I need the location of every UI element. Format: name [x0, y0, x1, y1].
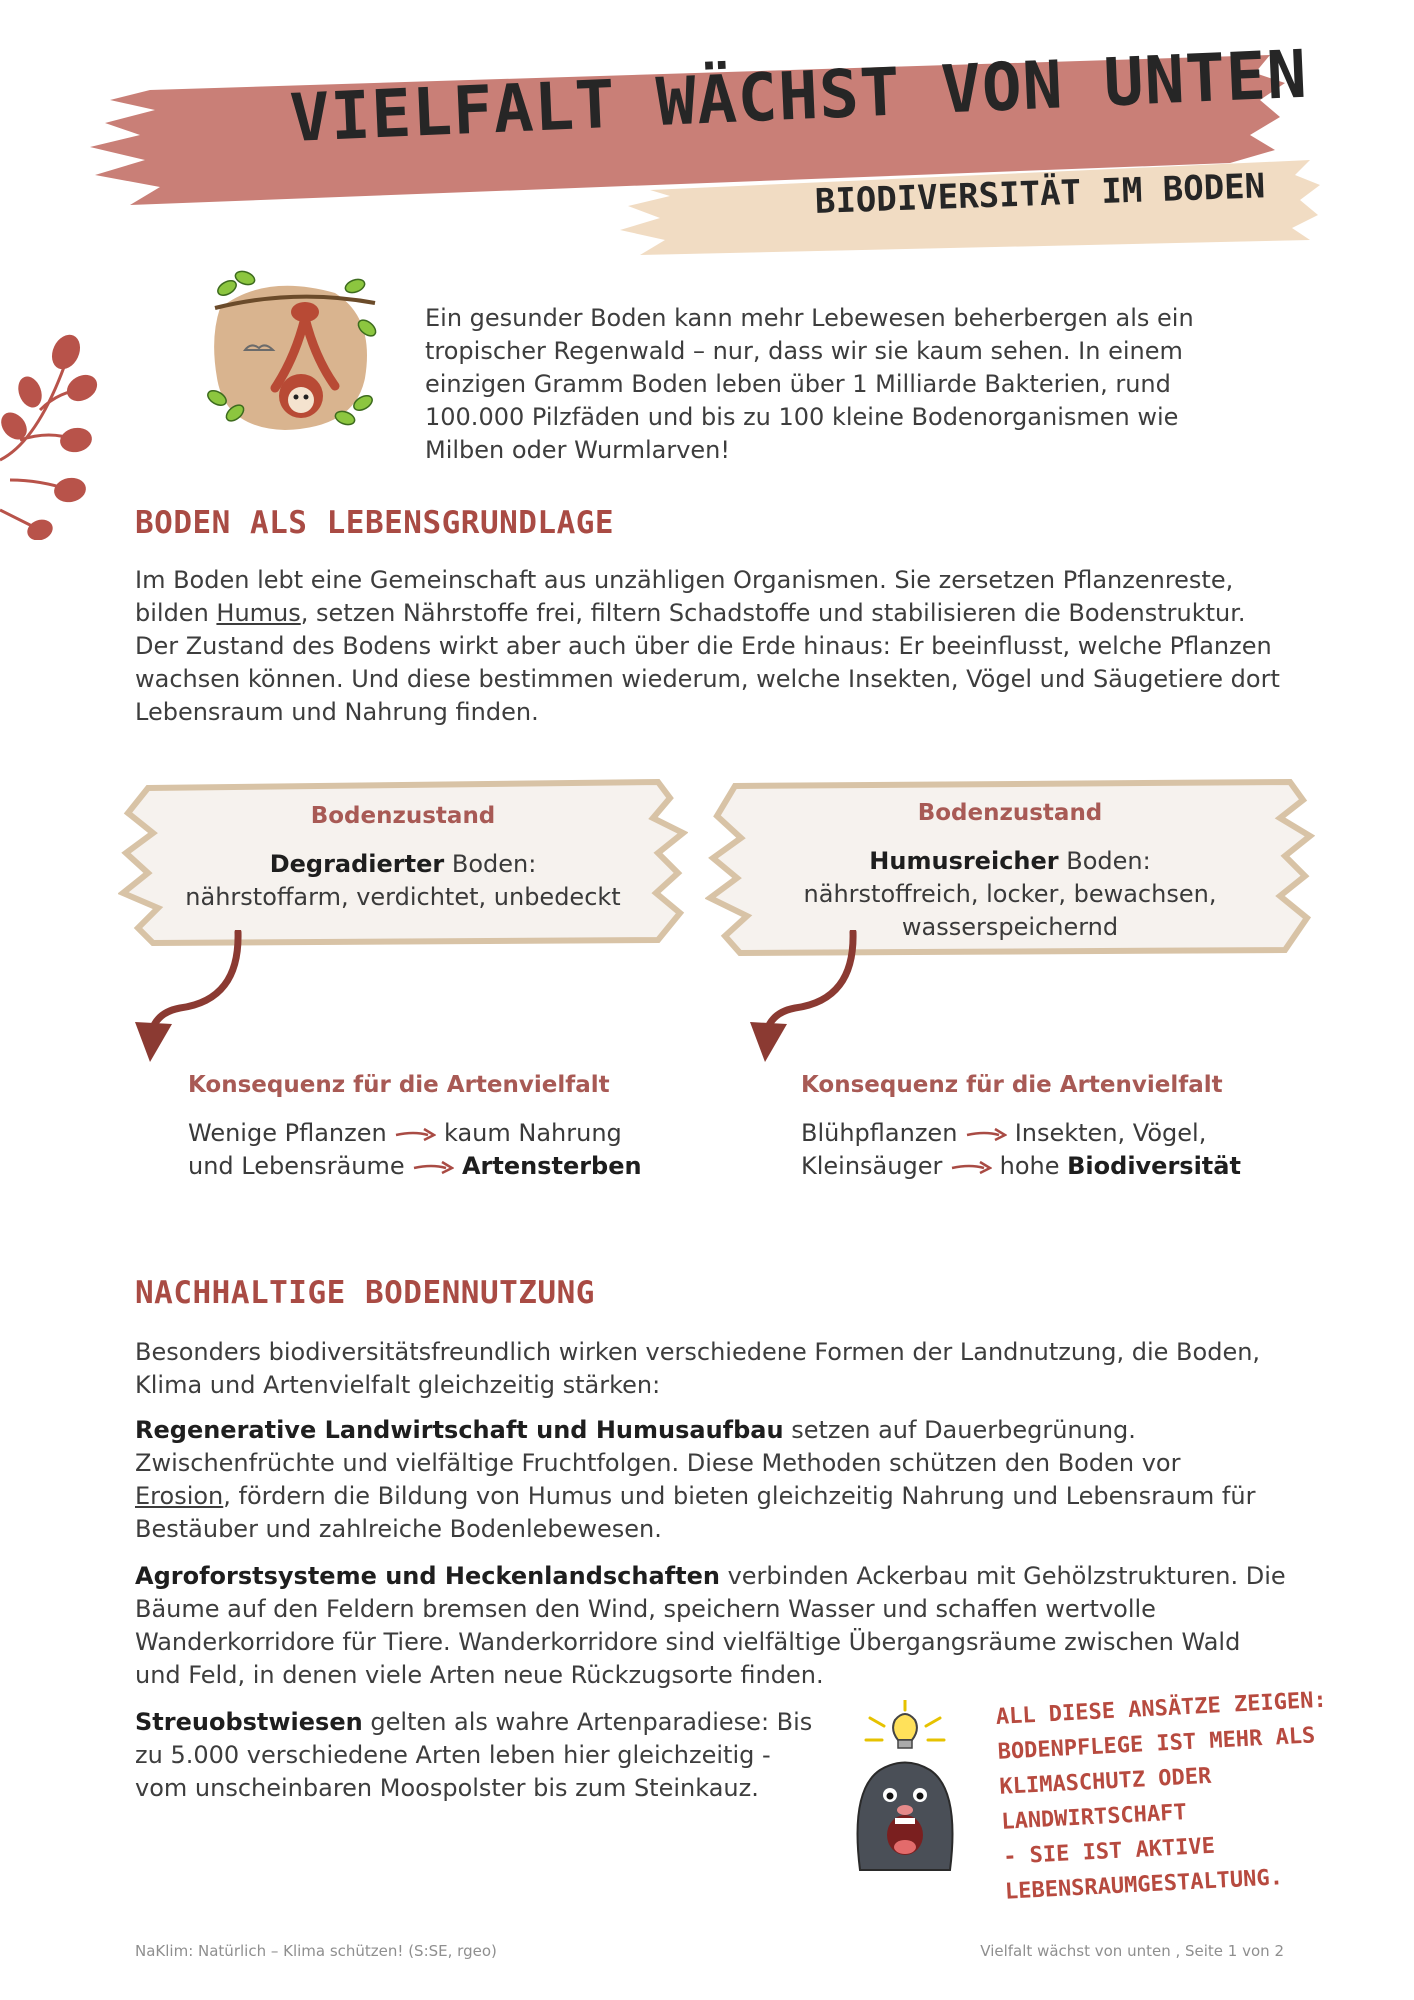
callout-line: KLIMASCHUTZ ODER LANDWIRTSCHAFT	[998, 1763, 1212, 1835]
text: bilden	[135, 599, 217, 627]
text: hohe	[999, 1152, 1068, 1180]
paragraph-line: Im Boden lebt eine Gemeinschaft aus unzähligen Organismen. Sie zersetzen Pflanzenreste,	[135, 566, 1234, 594]
text: Kleinsäuger	[801, 1152, 943, 1180]
text: , setzen Nährstoffe frei, filtern Schadstoffe und stabilisieren die Bodenstruktur.	[300, 599, 1246, 627]
paragraph-line	[135, 1706, 835, 1739]
agroforst-paragraph	[135, 1560, 1335, 1692]
box-line: wasserspeichernd	[901, 913, 1119, 941]
paragraph-line: wachsen können. Und diese bestimmen wiederum, welche Insekten, Vögel und Säugetiere dort	[135, 665, 1280, 693]
section-heading-lebensgrundlage: BODEN ALS LEBENSGRUNDLAGE	[135, 505, 615, 541]
left-box-body	[118, 848, 688, 914]
paragraph-line: zu 5.000 verschiedene Arten leben hier gleichzeitig -	[135, 1741, 771, 1769]
text: Boden:	[1058, 847, 1151, 875]
right-consequence-body	[801, 1117, 1241, 1183]
box-line: nährstoffarm, verdichtet, unbedeckt	[185, 883, 621, 911]
branch-decoration-icon	[0, 330, 100, 540]
right-box-title: Bodenzustand	[917, 800, 1103, 826]
intro-line: Milben oder Wurmlarven!	[425, 436, 731, 464]
right-consequence-title: Konsequenz für die Artenvielfalt	[801, 1072, 1223, 1098]
mole-idea-illustration	[840, 1700, 970, 1880]
monkey-illustration	[205, 268, 380, 438]
box-line	[118, 848, 688, 881]
streuobst-paragraph	[135, 1706, 835, 1805]
bold-text: Humusreicher	[869, 847, 1059, 875]
text: kaum Nahrung	[443, 1119, 622, 1147]
humus-link[interactable]: Humus	[216, 599, 301, 627]
paragraph-line: Bäume auf den Feldern bremsen den Wind, speichern Wasser und schaffen wertvolle	[135, 1595, 1156, 1623]
consequence-line	[188, 1117, 642, 1150]
intro-line: Ein gesunder Boden kann mehr Lebewesen beherbergen als ein	[425, 304, 1194, 332]
consequence-line	[801, 1117, 1241, 1150]
paragraph-line: Der Zustand des Bodens wirkt aber auch über die Erde hinaus: Er beeinflusst, welche Pflanzen	[135, 632, 1272, 660]
callout-note	[995, 1680, 1385, 1910]
text: setzen auf Dauerbegrünung.	[783, 1416, 1136, 1444]
intro-paragraph	[425, 302, 1285, 467]
bold-text: Artensterben	[461, 1152, 642, 1180]
erosion-link[interactable]: Erosion	[135, 1482, 224, 1510]
box-line: nährstoffreich, locker, bewachsen,	[803, 880, 1217, 908]
text: gelten als wahre Artenparadiese: Bis	[362, 1708, 813, 1736]
consequence-line	[188, 1150, 642, 1183]
footer-left: NaKlim: Natürlich – Klima schützen! (S:SE, rgeo)	[135, 1942, 497, 1960]
text: Wenige Pflanzen	[188, 1119, 387, 1147]
callout-line: ALL DIESE ANSÄTZE ZEIGEN:	[995, 1687, 1328, 1730]
paragraph-line: Bestäuber und zahlreiche Bodenlebewesen.	[135, 1515, 662, 1543]
text: verbinden Ackerbau mit Gehölzstrukturen. Die	[719, 1562, 1286, 1590]
paragraph-line	[135, 1414, 1335, 1447]
paragraph-line: Klima und Artenvielfalt gleichzeitig stärken:	[135, 1371, 661, 1399]
arrow-right-icon	[950, 1159, 992, 1175]
text: Boden:	[444, 850, 537, 878]
intro-line: 100.000 Pilzfäden und bis zu 100 kleine Bodenorganismen wie	[425, 403, 1179, 431]
paragraph-line: Zwischenfrüchte und vielfältige Fruchtfolgen. Diese Methoden schützen den Boden vor	[135, 1449, 1181, 1477]
text: Blühpflanzen	[801, 1119, 958, 1147]
regenerative-paragraph	[135, 1414, 1335, 1546]
page-subtitle: BIODIVERSITÄT IM BODEN	[814, 166, 1266, 222]
bold-text: Degradierter	[269, 850, 445, 878]
left-box-title: Bodenzustand	[310, 803, 496, 829]
arrow-right-icon	[394, 1126, 436, 1142]
text: Insekten, Vögel,	[1014, 1119, 1207, 1147]
curved-arrow-left-icon	[130, 930, 250, 1070]
callout-line: BODENPFLEGE IST MEHR ALS	[997, 1723, 1316, 1765]
box-line	[705, 845, 1315, 878]
text: , fördern die Bildung von Humus und bieten gleichzeitig Nahrung und Lebensraum für	[223, 1482, 1256, 1510]
paragraph-line	[135, 1480, 1335, 1513]
arrow-right-icon	[412, 1159, 454, 1175]
bold-text: Biodiversität	[1067, 1152, 1241, 1180]
paragraph-line	[135, 597, 1335, 630]
paragraph-line	[135, 1560, 1335, 1593]
bold-text: Agroforstsysteme und Heckenlandschaften	[135, 1562, 720, 1590]
section1-paragraph	[135, 564, 1335, 729]
bold-text: Regenerative Landwirtschaft und Humusaufbau	[135, 1416, 784, 1444]
curved-arrow-right-icon	[745, 930, 865, 1070]
intro-line: einzigen Gramm Boden leben über 1 Milliarde Bakterien, rund	[425, 370, 1171, 398]
callout-line: LEBENSRAUMGESTALTUNG.	[1004, 1865, 1284, 1905]
paragraph-line: Besonders biodiversitätsfreundlich wirken verschiedene Formen der Landnutzung, die Boden,	[135, 1338, 1261, 1366]
section-heading-bodennutzung: NACHHALTIGE BODENNUTZUNG	[135, 1275, 595, 1311]
section2-intro	[135, 1336, 1335, 1402]
text: und Lebensräume	[188, 1152, 405, 1180]
arrow-right-icon	[965, 1126, 1007, 1142]
page-title: VIELFALT WÄCHST VON UNTEN	[288, 35, 1310, 157]
footer-right: Vielfalt wächst von unten , Seite 1 von 2	[980, 1942, 1284, 1960]
paragraph-line: vom unscheinbaren Moospolster bis zum Steinkauz.	[135, 1774, 759, 1802]
consequence-line	[801, 1150, 1241, 1183]
intro-line: tropischer Regenwald – nur, dass wir sie kaum sehen. In einem	[425, 337, 1183, 365]
paragraph-line: und Feld, in denen viele Arten neue Rückzugsorte finden.	[135, 1661, 824, 1689]
left-consequence-body	[188, 1117, 642, 1183]
bold-text: Streuobstwiesen	[135, 1708, 363, 1736]
left-consequence-title: Konsequenz für die Artenvielfalt	[188, 1072, 610, 1098]
callout-line: - SIE IST AKTIVE	[1002, 1833, 1216, 1870]
paragraph-line: Lebensraum und Nahrung finden.	[135, 698, 539, 726]
paragraph-line: Wanderkorridore für Tiere. Wanderkorridore sind vielfältige Übergangsräume zwischen Wald	[135, 1628, 1241, 1656]
